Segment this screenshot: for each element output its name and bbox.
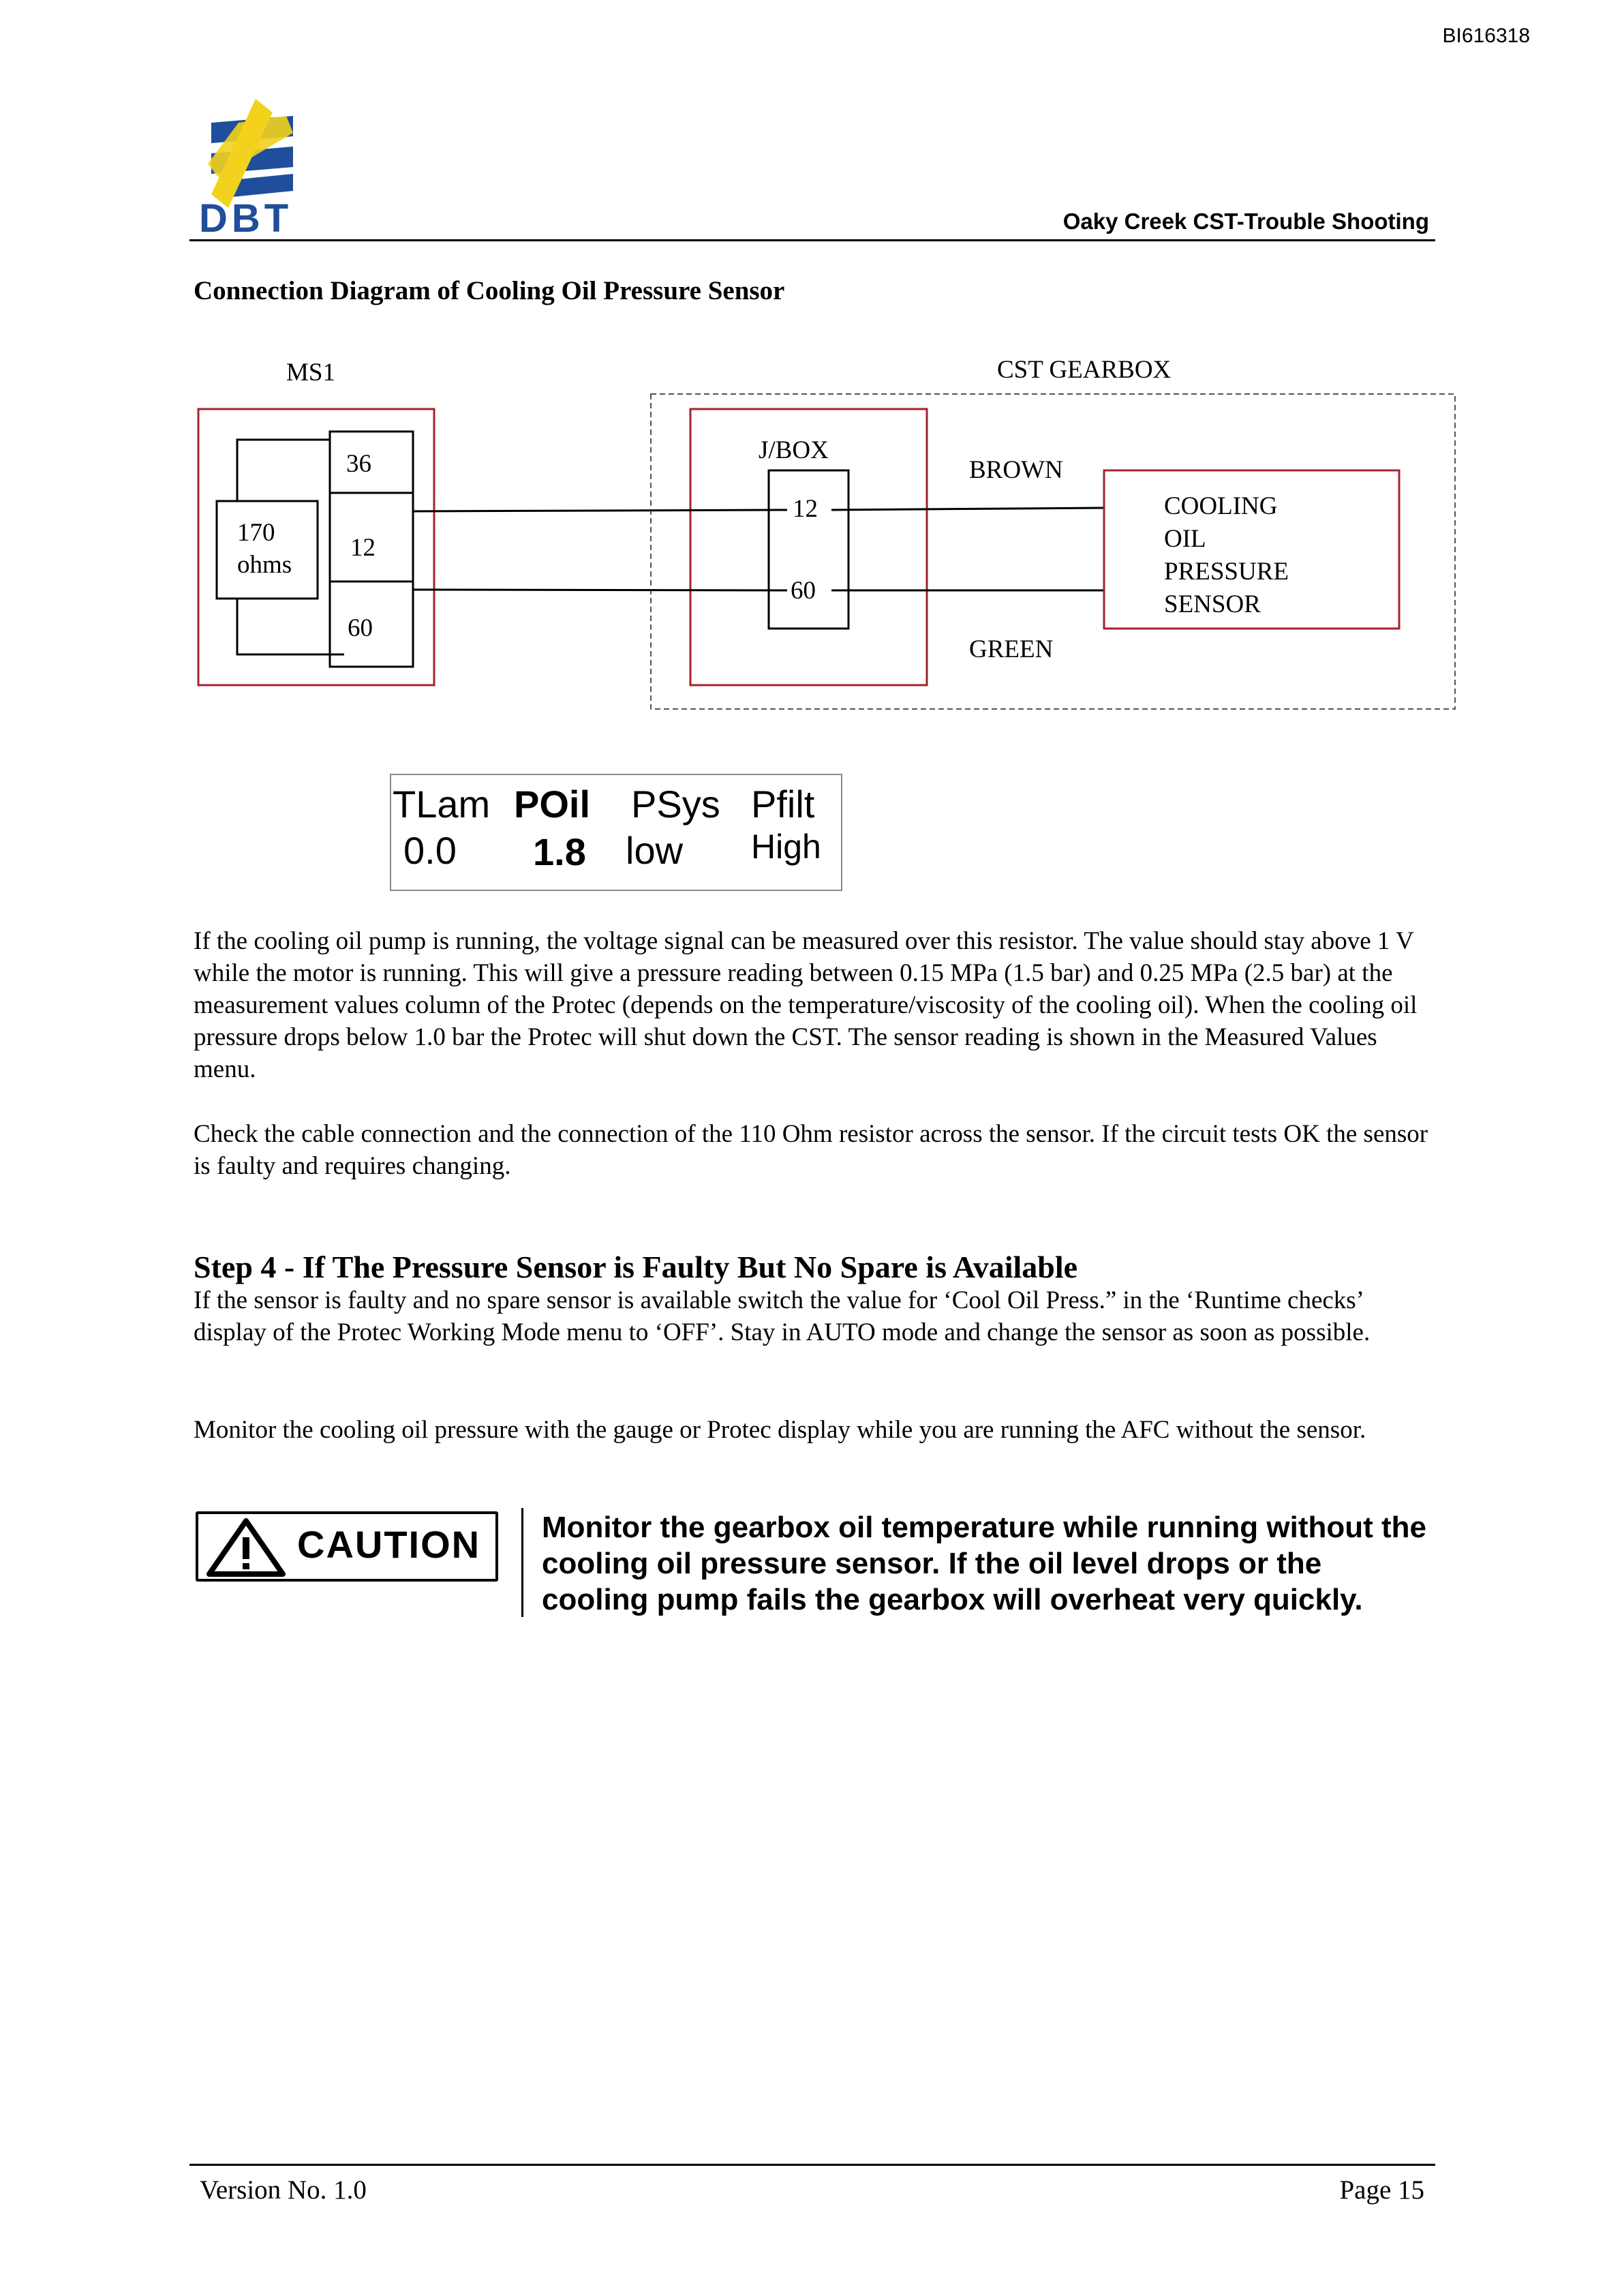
wire-brown-label: BROWN <box>969 456 1063 484</box>
terminal-12: 12 <box>350 534 376 562</box>
sensor-label-line2: OIL <box>1164 525 1206 553</box>
sensor-label-line4: SENSOR <box>1164 590 1261 618</box>
caution-text: Monitor the gearbox oil temperature while running without the cooling oil pressure sensor. If the oil level drops or the cooling pump fails the gearbox will overheat very quickly. <box>542 1511 1427 1616</box>
ms1-box <box>198 409 434 685</box>
jbox-terminal-60: 60 <box>791 577 816 605</box>
connection-diagram <box>0 341 1622 723</box>
lcd-value-psys: low <box>626 829 684 872</box>
document-id: BI616318 <box>1442 25 1530 47</box>
warning-triangle-icon <box>206 1518 286 1577</box>
caution-divider <box>521 1508 523 1617</box>
resistor-value: 170 <box>237 519 275 547</box>
step-4-heading: Step 4 - If The Pressure Sensor is Faulty But No Spare is Available <box>194 1250 1078 1284</box>
ms1-label: MS1 <box>286 359 335 387</box>
paragraph-monitor-pressure: Monitor the cooling oil pressure with the gauge or Protec display while you are running the AFC without the sensor. <box>194 1416 1366 1444</box>
lcd-header-tlam: TLam <box>393 783 491 826</box>
wire-ms1-jbox-12 <box>413 510 787 511</box>
header-rule <box>189 239 1435 241</box>
lcd-value-poil: 1.8 <box>533 830 586 873</box>
protec-display <box>390 774 842 891</box>
jbox-terminal-12: 12 <box>793 495 818 523</box>
terminal-36-box <box>330 432 413 493</box>
paragraph-no-spare: If the sensor is faulty and no spare sensor is available switch the value for ‘Cool Oil Press.” in the ‘Runtime checks’ display of the Protec Working Mode menu to ‘OFF’. Stay in AUTO mode and change the sensor as soon as possible. <box>194 1286 1371 1346</box>
jbox-terminal <box>769 470 848 629</box>
dbt-logo <box>198 95 307 239</box>
jbox-label: J/BOX <box>759 436 829 464</box>
lcd-header-pfilt: Pfilt <box>751 783 815 826</box>
wire-green-label: GREEN <box>969 635 1054 663</box>
gearbox-label: CST GEARBOX <box>997 356 1172 384</box>
wire-brown <box>831 508 1104 510</box>
footer-rule <box>189 2164 1435 2166</box>
terminal-60: 60 <box>348 614 373 642</box>
logo-text: DBT <box>199 196 293 239</box>
caution-box <box>196 1511 498 1582</box>
lcd-header-psys: PSys <box>631 783 720 826</box>
terminal-36: 36 <box>346 450 371 478</box>
lcd-value-pfilt: High <box>751 828 821 866</box>
logo-emblem <box>208 99 293 208</box>
caution-label: CAUTION <box>297 1523 481 1566</box>
diagram-title: Connection Diagram of Cooling Oil Pressure Sensor <box>194 276 785 305</box>
paragraph-voltage-signal: If the cooling oil pump is running, the voltage signal can be measured over this resistor. The value should stay above 1 V while the motor is running. This will give a pressure reading between 0.15 MPa (1.5 bar) and 0.25 MPa (2.5 bar) at the measurement values column of the Protec (depends on the temperature/viscosity of the cooling oil). When the cooling oil pressure drops below 1.0 bar the Protec will shut down the CST. The sensor reading is shown in the Measured Values menu. <box>194 927 1418 1083</box>
footer-page-number: Page 15 <box>1339 2175 1424 2205</box>
header-title: Oaky Creek CST-Trouble Shooting <box>1062 209 1429 234</box>
paragraph-check-cable: Check the cable connection and the connection of the 110 Ohm resistor across the sensor. If the circuit tests OK the sensor is faulty and requires changing. <box>194 1120 1428 1180</box>
resistor-wire-top <box>237 440 330 501</box>
resistor-wire-bottom <box>237 599 344 654</box>
lcd-value-tlam: 0.0 <box>403 829 457 872</box>
footer-version: Version No. 1.0 <box>200 2175 367 2205</box>
lcd-header-poil: POil <box>514 783 591 826</box>
resistor-box <box>217 501 318 599</box>
sensor-label-line1: COOLING <box>1164 492 1278 520</box>
sensor-label-line3: PRESSURE <box>1164 558 1289 586</box>
resistor-unit: ohms <box>237 551 292 579</box>
